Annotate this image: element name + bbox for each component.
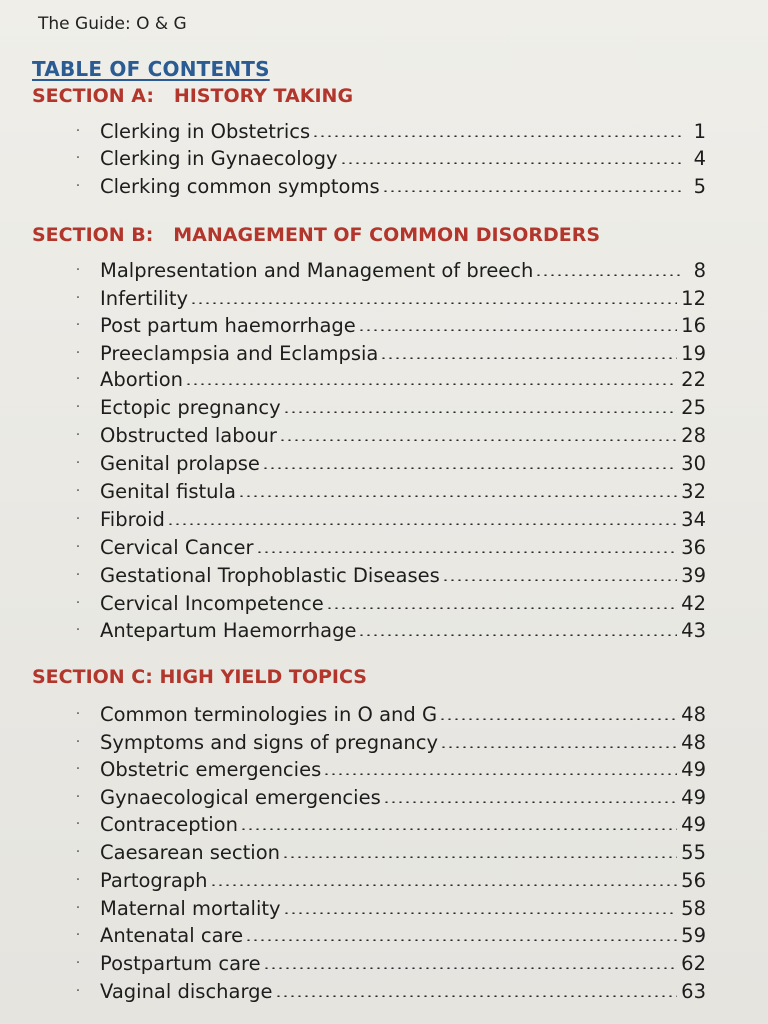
dot-leader xyxy=(383,801,677,803)
toc-entry[interactable] xyxy=(56,922,706,948)
entry-label: Genital prolapse xyxy=(100,451,260,475)
toc-entry[interactable] xyxy=(56,145,706,171)
section-a-name: HISTORY TAKING xyxy=(173,85,354,107)
entry-page-number: 59 xyxy=(681,923,706,947)
section-b-prefix: SECTION B: xyxy=(32,224,154,246)
entry-page-number: 36 xyxy=(681,535,706,559)
entry-label: Infertility xyxy=(100,286,189,310)
bullet-icon: · xyxy=(75,399,81,415)
toc-entry[interactable] xyxy=(56,729,706,755)
dot-leader xyxy=(358,634,677,636)
bullet-icon: · xyxy=(75,345,81,361)
dot-leader xyxy=(282,856,677,858)
entry-page-number: 62 xyxy=(681,951,706,975)
dot-leader xyxy=(358,329,677,331)
bullet-icon: · xyxy=(75,872,81,888)
entry-page-number: 49 xyxy=(681,812,706,836)
toc-title: TABLE OF CONTENTS xyxy=(32,57,270,81)
bullet-icon: · xyxy=(75,371,81,387)
entry-page-number: 48 xyxy=(681,730,706,754)
entry-label: Obstetric emergencies xyxy=(100,757,322,781)
entry-page-number: 30 xyxy=(681,451,706,475)
bullet-icon: · xyxy=(75,706,81,722)
bullet-icon: · xyxy=(75,150,81,166)
dot-leader xyxy=(535,274,684,276)
section-c-name: HIGH YIELD TOPICS xyxy=(159,666,367,688)
entry-page-number: 58 xyxy=(681,896,706,920)
toc-entry[interactable] xyxy=(56,478,706,504)
dot-leader xyxy=(279,439,677,441)
entry-label: Antenatal care xyxy=(100,923,244,947)
toc-entry[interactable] xyxy=(56,422,706,448)
toc-entry[interactable] xyxy=(56,950,706,976)
toc-entry[interactable] xyxy=(56,118,706,144)
dot-leader xyxy=(167,523,677,525)
toc-entry[interactable] xyxy=(56,366,706,392)
entry-label: Clerking in Obstetrics xyxy=(100,119,311,143)
dot-leader xyxy=(283,912,678,914)
entry-page-number: 22 xyxy=(681,367,706,391)
entry-page-number: 39 xyxy=(681,563,706,587)
dot-leader xyxy=(326,607,677,609)
dot-leader xyxy=(439,718,677,720)
entry-label: Malpresentation and Management of breech xyxy=(100,258,534,282)
section-a-prefix: SECTION A: xyxy=(32,85,154,107)
toc-entry[interactable] xyxy=(56,562,706,588)
entry-label: Ectopic pregnancy xyxy=(100,395,281,419)
entry-label: Common terminologies in O and G xyxy=(100,702,438,726)
entry-page-number: 32 xyxy=(681,479,706,503)
bullet-icon: · xyxy=(75,789,81,805)
entry-label: Fibroid xyxy=(100,507,165,531)
entry-label: Clerking common symptoms xyxy=(100,174,380,198)
entry-label: Postpartum care xyxy=(100,951,261,975)
entry-page-number: 1 xyxy=(693,119,706,143)
entry-page-number: 8 xyxy=(693,258,706,282)
toc-entry[interactable] xyxy=(56,340,706,366)
dot-leader xyxy=(210,884,678,886)
bullet-icon: · xyxy=(75,483,81,499)
toc-entry[interactable] xyxy=(56,285,706,311)
bullet-icon: · xyxy=(75,734,81,750)
bullet-icon: · xyxy=(75,900,81,916)
toc-entry[interactable] xyxy=(56,590,706,616)
entry-label: Vaginal discharge xyxy=(100,979,273,1003)
entry-page-number: 28 xyxy=(681,423,706,447)
dot-leader xyxy=(238,495,677,497)
entry-label: Post partum haemorrhage xyxy=(100,313,356,337)
entry-page-number: 49 xyxy=(681,757,706,781)
section-b-name: MANAGEMENT OF COMMON DISORDERS xyxy=(173,224,601,246)
bullet-icon: · xyxy=(75,816,81,832)
entry-label: Gynaecological emergencies xyxy=(100,785,381,809)
dot-leader xyxy=(312,135,684,137)
dot-leader xyxy=(190,302,677,304)
toc-entry[interactable] xyxy=(56,839,706,865)
bullet-icon: · xyxy=(75,511,81,527)
dot-leader xyxy=(275,995,678,997)
section-c-prefix: SECTION C: xyxy=(32,666,153,688)
entry-label: Genital fistula xyxy=(100,479,236,503)
entry-label: Clerking in Gynaecology xyxy=(100,146,338,170)
bullet-icon: · xyxy=(75,178,81,194)
dot-leader xyxy=(245,939,677,941)
toc-entry[interactable] xyxy=(56,811,706,837)
entry-label: Cervical Cancer xyxy=(100,535,254,559)
entry-label: Caesarean section xyxy=(100,840,280,864)
entry-page-number: 16 xyxy=(681,313,706,337)
entry-label: Cervical Incompetence xyxy=(100,591,324,615)
bullet-icon: · xyxy=(75,262,81,278)
toc-entry[interactable] xyxy=(56,784,706,810)
entry-page-number: 12 xyxy=(681,286,706,310)
entry-page-number: 25 xyxy=(681,395,706,419)
dot-leader xyxy=(240,828,677,830)
section-c-heading xyxy=(32,666,367,688)
bullet-icon: · xyxy=(75,539,81,555)
bullet-icon: · xyxy=(75,955,81,971)
dot-leader xyxy=(440,746,677,748)
bullet-icon: · xyxy=(75,567,81,583)
dot-leader xyxy=(256,551,678,553)
entry-page-number: 19 xyxy=(681,341,706,365)
toc-entry[interactable] xyxy=(56,617,706,643)
toc-entry[interactable] xyxy=(56,978,706,1004)
toc-entry[interactable] xyxy=(56,895,706,921)
dot-leader xyxy=(262,467,677,469)
entry-page-number: 49 xyxy=(681,785,706,809)
entry-label: Antepartum Haemorrhage xyxy=(100,618,357,642)
entry-page-number: 48 xyxy=(681,702,706,726)
toc-entry[interactable] xyxy=(56,701,706,727)
dot-leader xyxy=(442,579,677,581)
bullet-icon: · xyxy=(75,983,81,999)
entry-label: Abortion xyxy=(100,367,184,391)
bullet-icon: · xyxy=(75,427,81,443)
toc-entry[interactable] xyxy=(56,257,706,283)
entry-page-number: 34 xyxy=(681,507,706,531)
entry-label: Contraception xyxy=(100,812,238,836)
entry-page-number: 5 xyxy=(693,174,706,198)
entry-label: Symptoms and signs of pregnancy xyxy=(100,730,439,754)
bullet-icon: · xyxy=(75,595,81,611)
dot-leader xyxy=(185,383,677,385)
bullet-icon: · xyxy=(75,927,81,943)
bullet-icon: · xyxy=(75,455,81,471)
entry-label: Gestational Trophoblastic Diseases xyxy=(100,563,440,587)
bullet-icon: · xyxy=(75,844,81,860)
dot-leader xyxy=(382,190,684,192)
dot-leader xyxy=(340,162,684,164)
entry-label: Maternal mortality xyxy=(100,896,281,920)
bullet-icon: · xyxy=(75,622,81,638)
bullet-icon: · xyxy=(75,123,81,139)
toc-entry[interactable] xyxy=(56,173,706,199)
bullet-icon: · xyxy=(75,317,81,333)
entry-label: Preeclampsia and Eclampsia xyxy=(100,341,379,365)
bullet-icon: · xyxy=(75,761,81,777)
entry-page-number: 63 xyxy=(681,979,706,1003)
toc-entry[interactable] xyxy=(56,756,706,782)
entry-label: Partograph xyxy=(100,868,208,892)
section-a-heading xyxy=(32,85,353,107)
running-head: The Guide: O & G xyxy=(38,14,187,34)
toc-entry[interactable] xyxy=(56,534,706,560)
dot-leader xyxy=(323,773,677,775)
dot-leader xyxy=(380,357,677,359)
entry-label: Obstructed labour xyxy=(100,423,277,447)
entry-page-number: 43 xyxy=(681,618,706,642)
entry-page-number: 56 xyxy=(681,868,706,892)
section-b-heading xyxy=(32,224,600,246)
toc-entry[interactable] xyxy=(56,312,706,338)
entry-page-number: 55 xyxy=(681,840,706,864)
dot-leader xyxy=(283,411,678,413)
dot-leader xyxy=(263,967,678,969)
toc-entry[interactable] xyxy=(56,867,706,893)
entry-page-number: 42 xyxy=(681,591,706,615)
toc-entry[interactable] xyxy=(56,506,706,532)
entry-page-number: 4 xyxy=(693,146,706,170)
bullet-icon: · xyxy=(75,290,81,306)
toc-entry[interactable] xyxy=(56,450,706,476)
toc-entry[interactable] xyxy=(56,394,706,420)
